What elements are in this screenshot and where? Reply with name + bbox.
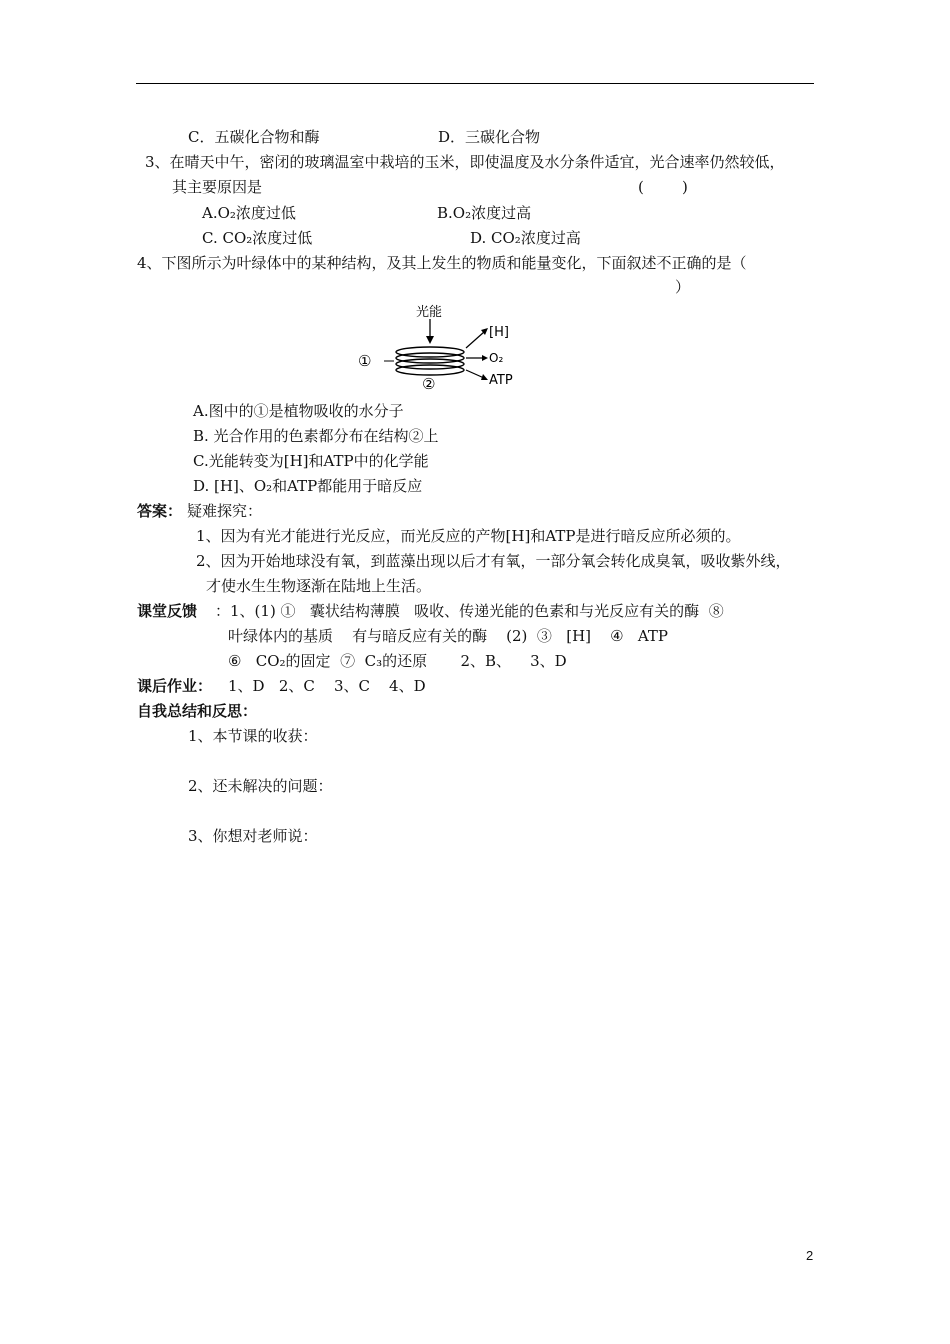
- q4-option-c: C.光能转变为[H]和ATP中的化学能: [193, 452, 429, 470]
- q4-option-a: A.图中的①是植物吸收的水分子: [193, 402, 404, 420]
- page-number: 2: [806, 1248, 814, 1263]
- homework-answers: 1、D 2、C 3、C 4、D: [228, 677, 426, 695]
- circle-2-label: ②: [422, 375, 436, 392]
- h-arrow: [466, 332, 484, 348]
- answer-heading: 答案：: [137, 502, 183, 520]
- q3-stem-line2: 其主要原因是: [172, 178, 263, 196]
- q2-option-d: D．三碳化合物: [438, 128, 541, 146]
- light-energy-label: 光能: [416, 305, 443, 320]
- thylakoid-diagram: [354, 300, 524, 392]
- q4-stem-line2: ）: [675, 278, 691, 296]
- atp-arrow: [466, 370, 484, 378]
- q3-option-a: A.O₂浓度过低: [202, 204, 296, 222]
- q2-option-c: C．五碳化合物和酶: [188, 128, 320, 146]
- feedback-heading: 课堂反馈: [137, 602, 198, 620]
- q3-stem-line1: 3、在晴天中午，密闭的玻璃温室中栽培的玉米，即使温度及水分条件适宜，光合速率仍然较低，: [145, 153, 785, 171]
- membrane-stack: [396, 347, 464, 375]
- h-label: [H]: [489, 325, 509, 340]
- answer-1: 1、因为有光才能进行光反应，而光反应的产物[H]和ATP是进行暗反应所必须的。: [196, 527, 741, 545]
- q4-option-d: D. [H]、O₂和ATP都能用于暗反应: [193, 477, 423, 495]
- homework-heading: 课后作业：: [137, 677, 213, 695]
- feedback-line3: ⑥ CO₂的固定 ⑦ C₃的还原 2、B、 3、D: [228, 652, 567, 670]
- feedback-line2: 叶绿体内的基质 有与暗反应有关的酶 (2) ③ [H] ④ ATP: [228, 627, 668, 645]
- light-arrow-head: [426, 336, 434, 344]
- atp-arrow-head: [481, 374, 488, 380]
- q3-option-b: B.O₂浓度过高: [437, 204, 532, 222]
- answer-2-line1: 2、因为开始地球没有氧，到蓝藻出现以后才有氧，一部分氧会转化成臭氧，吸收紫外线，: [196, 552, 791, 570]
- self-summary-1: 1、本节课的收获：: [188, 727, 318, 745]
- answer-2-line2: 才使水生生物逐渐在陆地上生活。: [206, 577, 432, 595]
- q4-option-b: B. 光合作用的色素都分布在结构②上: [193, 427, 439, 445]
- q3-option-c: C. CO₂浓度过低: [202, 229, 313, 247]
- self-summary-heading: 自我总结和反思：: [137, 702, 258, 720]
- q3-answer-paren: ( ): [638, 178, 688, 196]
- header-rule: [136, 83, 814, 84]
- q4-stem-line1: 4、下图所示为叶绿体中的某种结构，及其上发生的物质和能量变化，下面叙述不正确的是（: [137, 254, 747, 272]
- self-summary-3: 3、你想对老师说：: [188, 827, 318, 845]
- atp-label: ATP: [489, 373, 513, 388]
- feedback-line1: ：1、(1) ① 囊状结构薄膜 吸收、传递光能的色素和与光反应有关的酶 ⑧: [215, 602, 724, 620]
- o2-label: O₂: [489, 351, 504, 365]
- circle-1-label: ①: [358, 352, 372, 370]
- o2-arrow-head: [482, 355, 488, 361]
- answer-subtitle: 疑难探究：: [187, 502, 263, 520]
- self-summary-2: 2、还未解决的问题：: [188, 777, 333, 795]
- q3-option-d: D. CO₂浓度过高: [470, 229, 581, 247]
